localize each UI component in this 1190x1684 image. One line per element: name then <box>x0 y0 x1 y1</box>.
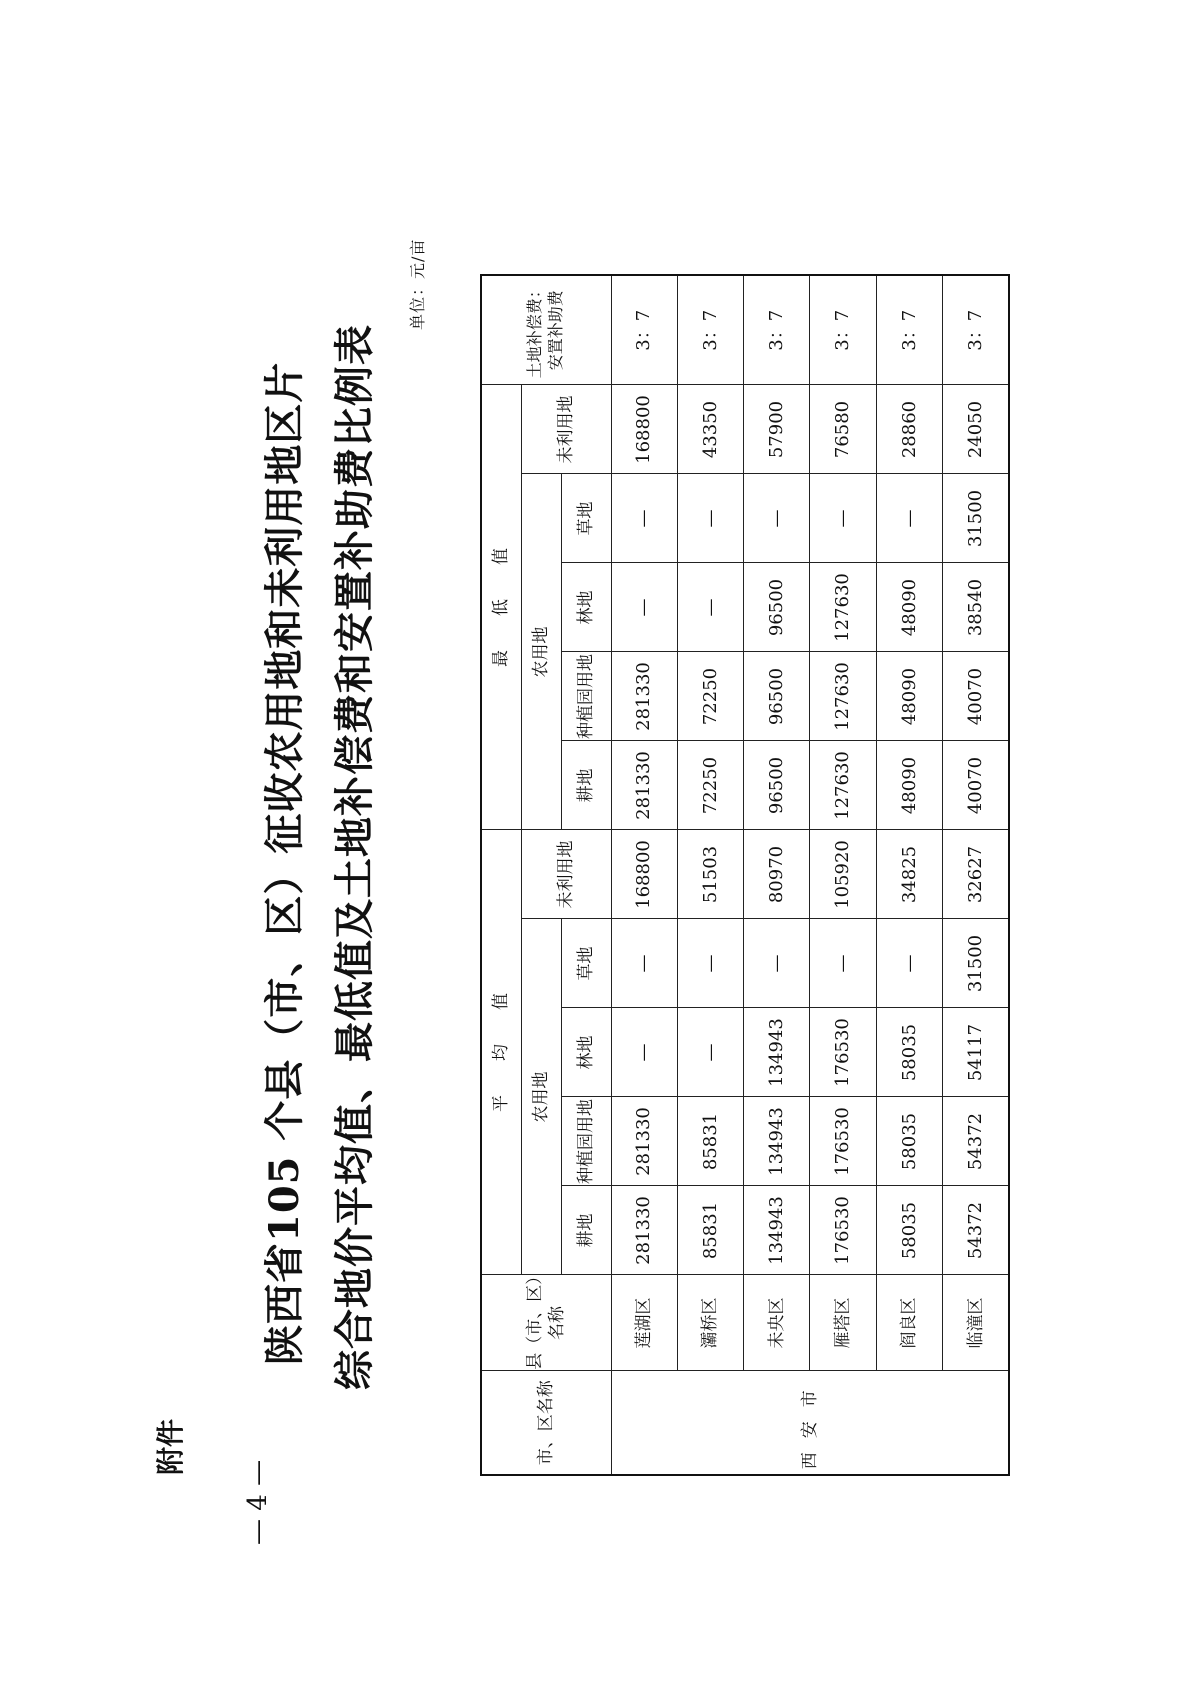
min-value-cell: 48090 <box>876 741 942 830</box>
min-value-cell: 24050 <box>943 385 1009 474</box>
min-value-cell: 96500 <box>744 652 810 741</box>
header-average-forest: 林地 <box>561 1008 611 1097</box>
header-average-unused: 未利用地 <box>521 830 611 919</box>
header-minimum-char-3: 值 <box>491 548 512 565</box>
header-average-group <box>481 830 521 1275</box>
avg-value-cell: 54117 <box>943 1008 1009 1097</box>
avg-value-cell: 134943 <box>744 1008 810 1097</box>
min-value-cell: 31500 <box>943 474 1009 563</box>
min-value-cell: — <box>876 474 942 563</box>
header-average-agri: 农用地 <box>521 919 561 1275</box>
header-city-name: 市、区名称 <box>481 1371 611 1475</box>
min-value-cell: 127630 <box>810 563 876 652</box>
min-value-cell: 127630 <box>810 741 876 830</box>
header-county-name: 县（市、区）名称 <box>481 1275 611 1371</box>
header-minimum-cultivated: 耕地 <box>561 741 611 830</box>
table-row <box>943 275 1009 1475</box>
avg-value-cell: 176530 <box>810 1008 876 1097</box>
header-average-cultivated: 耕地 <box>561 1186 611 1275</box>
min-value-cell: 28860 <box>876 385 942 474</box>
avg-value-cell: 32627 <box>943 830 1009 919</box>
avg-value-cell: — <box>744 919 810 1008</box>
table-row <box>677 275 743 1475</box>
avg-value-cell: — <box>677 919 743 1008</box>
page-number: — 4 — <box>243 1459 273 1545</box>
min-value-cell: 40070 <box>943 652 1009 741</box>
avg-value-cell: 31500 <box>943 919 1009 1008</box>
avg-value-cell: 281330 <box>611 1097 677 1186</box>
header-average-char-1: 平 <box>491 1095 512 1112</box>
min-value-cell: — <box>810 474 876 563</box>
min-value-cell: 127630 <box>810 652 876 741</box>
attachment-label: 附件 <box>154 1418 187 1475</box>
min-value-cell: 72250 <box>677 741 743 830</box>
unit-label: 单位：元/亩 <box>408 238 427 330</box>
city-name-cell: 西安市 <box>611 1371 1009 1475</box>
ratio-cell: 3：7 <box>876 275 942 385</box>
land-price-table-container <box>480 282 1010 1476</box>
ratio-cell: 3：7 <box>943 275 1009 385</box>
min-value-cell: 43350 <box>677 385 743 474</box>
table-row <box>611 275 677 1475</box>
avg-value-cell: 134943 <box>744 1097 810 1186</box>
land-price-table <box>480 274 1010 1476</box>
min-value-cell: — <box>677 563 743 652</box>
min-value-cell: 96500 <box>744 563 810 652</box>
avg-value-cell: 168800 <box>611 830 677 919</box>
avg-value-cell: 54372 <box>943 1097 1009 1186</box>
header-minimum-forest: 林地 <box>561 563 611 652</box>
avg-value-cell: 281330 <box>611 1186 677 1275</box>
avg-value-cell: — <box>611 919 677 1008</box>
avg-value-cell: 51503 <box>677 830 743 919</box>
min-value-cell: 48090 <box>876 563 942 652</box>
county-cell: 雁塔区 <box>810 1275 876 1371</box>
table-row <box>744 275 810 1475</box>
county-cell: 莲湖区 <box>611 1275 677 1371</box>
avg-value-cell: 85831 <box>677 1186 743 1275</box>
header-average-garden: 种植园用地 <box>561 1097 611 1186</box>
min-value-cell: 48090 <box>876 652 942 741</box>
avg-value-cell: 34825 <box>876 830 942 919</box>
avg-value-cell: 80970 <box>744 830 810 919</box>
min-value-cell: 76580 <box>810 385 876 474</box>
header-average-grass: 草地 <box>561 919 611 1008</box>
avg-value-cell: 176530 <box>810 1186 876 1275</box>
min-value-cell: 281330 <box>611 741 677 830</box>
min-value-cell: — <box>611 474 677 563</box>
avg-value-cell: 58035 <box>876 1186 942 1275</box>
min-value-cell: 168800 <box>611 385 677 474</box>
document-title-line-2: 综合地价平均值、最低值及土地补偿费和安置补助费比例表 <box>331 324 378 1390</box>
header-minimum-garden: 种植园用地 <box>561 652 611 741</box>
header-minimum-char-2: 低 <box>491 599 512 616</box>
ratio-cell: 3：7 <box>810 275 876 385</box>
avg-value-cell: 105920 <box>810 830 876 919</box>
county-cell: 灞桥区 <box>677 1275 743 1371</box>
min-value-cell: 38540 <box>943 563 1009 652</box>
avg-value-cell: 85831 <box>677 1097 743 1186</box>
table-row <box>810 275 876 1475</box>
avg-value-cell: — <box>677 1008 743 1097</box>
ratio-cell: 3：7 <box>611 275 677 385</box>
county-cell: 未央区 <box>744 1275 810 1371</box>
ratio-cell: 3：7 <box>744 275 810 385</box>
min-value-cell: 72250 <box>677 652 743 741</box>
avg-value-cell: 58035 <box>876 1097 942 1186</box>
ratio-cell: 3：7 <box>677 275 743 385</box>
header-average-char-3: 值 <box>491 993 512 1010</box>
header-minimum-group <box>481 385 521 830</box>
avg-value-cell: 54372 <box>943 1186 1009 1275</box>
avg-value-cell: 58035 <box>876 1008 942 1097</box>
header-average-char-2: 均 <box>491 1044 512 1061</box>
header-minimum-char-1: 最 <box>491 650 512 667</box>
header-ratio: 土地补偿费：安置补助费 <box>481 275 611 385</box>
min-value-cell: — <box>611 563 677 652</box>
avg-value-cell: — <box>876 919 942 1008</box>
table-body <box>611 275 1009 1475</box>
avg-value-cell: 134943 <box>744 1186 810 1275</box>
min-value-cell: — <box>744 474 810 563</box>
header-minimum-grass: 草地 <box>561 474 611 563</box>
avg-value-cell: — <box>611 1008 677 1097</box>
header-minimum-unused: 未利用地 <box>521 385 611 474</box>
min-value-cell: 40070 <box>943 741 1009 830</box>
table-row <box>876 275 942 1475</box>
min-value-cell: 281330 <box>611 652 677 741</box>
document-title-line-1: 陕西省105 个县（市、区）征收农用地和未利用地区片 <box>261 361 308 1365</box>
county-cell: 阎良区 <box>876 1275 942 1371</box>
avg-value-cell: — <box>810 919 876 1008</box>
min-value-cell: 96500 <box>744 741 810 830</box>
header-minimum-agri: 农用地 <box>521 474 561 830</box>
avg-value-cell: 176530 <box>810 1097 876 1186</box>
min-value-cell: — <box>677 474 743 563</box>
min-value-cell: 57900 <box>744 385 810 474</box>
county-cell: 临潼区 <box>943 1275 1009 1371</box>
